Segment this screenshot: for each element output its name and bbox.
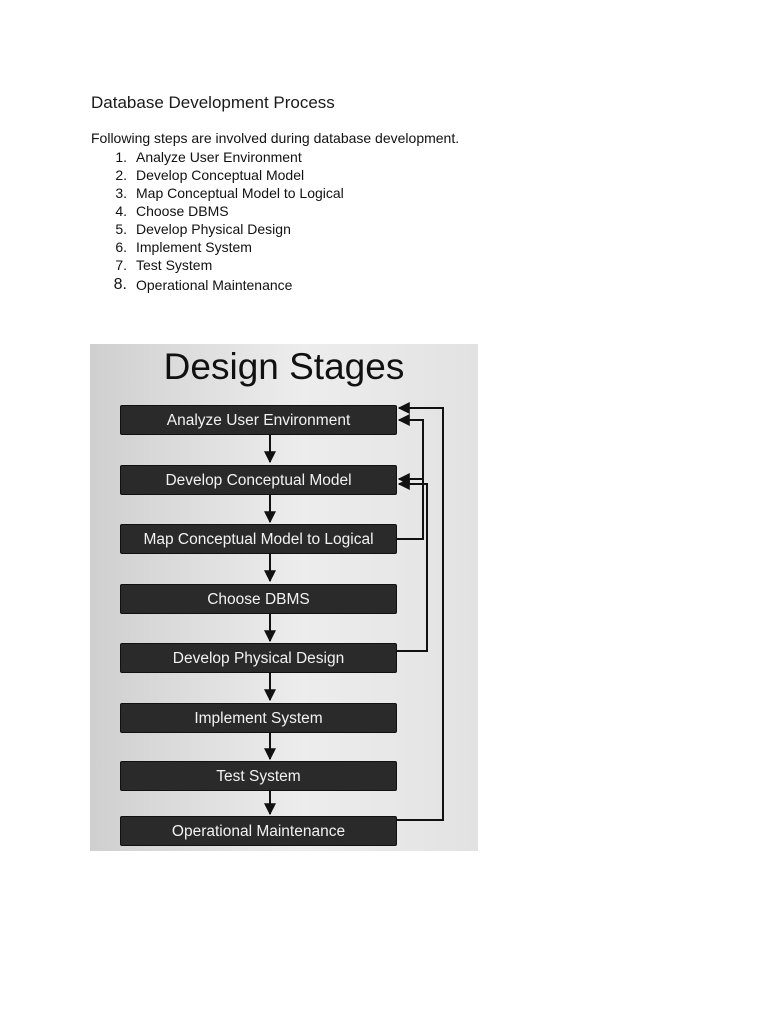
step-number: 5. [115, 221, 127, 237]
step-number: 3. [115, 185, 127, 201]
list-item [91, 220, 344, 238]
step-number: 8. [113, 276, 127, 293]
page-title: Database Development Process [91, 93, 335, 112]
stage-choose-dbms: Choose DBMS [120, 584, 397, 614]
stage-implement-system: Implement System [120, 703, 397, 733]
list-item [91, 184, 344, 202]
step-number: 4. [115, 203, 127, 219]
step-number: 7. [115, 257, 127, 273]
stage-map-conceptual-model: Map Conceptual Model to Logical [120, 524, 397, 554]
stage-test-system: Test System [120, 761, 397, 791]
stage-develop-conceptual-model: Develop Conceptual Model [120, 465, 397, 495]
list-item [91, 274, 344, 296]
step-number: 6. [115, 239, 127, 255]
design-stages-diagram [90, 344, 478, 851]
list-item [91, 238, 344, 256]
stage-operational-maintenance: Operational Maintenance [120, 816, 397, 846]
step-text: Choose DBMS [136, 203, 229, 219]
stage-develop-physical-design: Develop Physical Design [120, 643, 397, 673]
step-text: Analyze User Environment [136, 149, 302, 165]
feedback-arrow [397, 408, 443, 820]
step-number: 2. [115, 167, 127, 183]
intro-paragraph: Following steps are involved during database development. [91, 130, 460, 146]
list-item [91, 148, 344, 166]
step-text: Develop Physical Design [136, 221, 291, 237]
list-item [91, 202, 344, 220]
step-text: Develop Conceptual Model [136, 167, 305, 183]
step-text: Map Conceptual Model to Logical [136, 185, 344, 201]
stage-analyze-user-environment: Analyze User Environment [120, 405, 397, 435]
step-text: Test System [136, 257, 213, 273]
step-text: Implement System [136, 239, 252, 255]
step-number: 1. [115, 149, 127, 165]
diagram-title: Design Stages [163, 346, 405, 387]
list-item [91, 256, 344, 274]
list-item [91, 166, 344, 184]
steps-list [91, 148, 344, 296]
step-text: Operational Maintenance [136, 277, 293, 293]
